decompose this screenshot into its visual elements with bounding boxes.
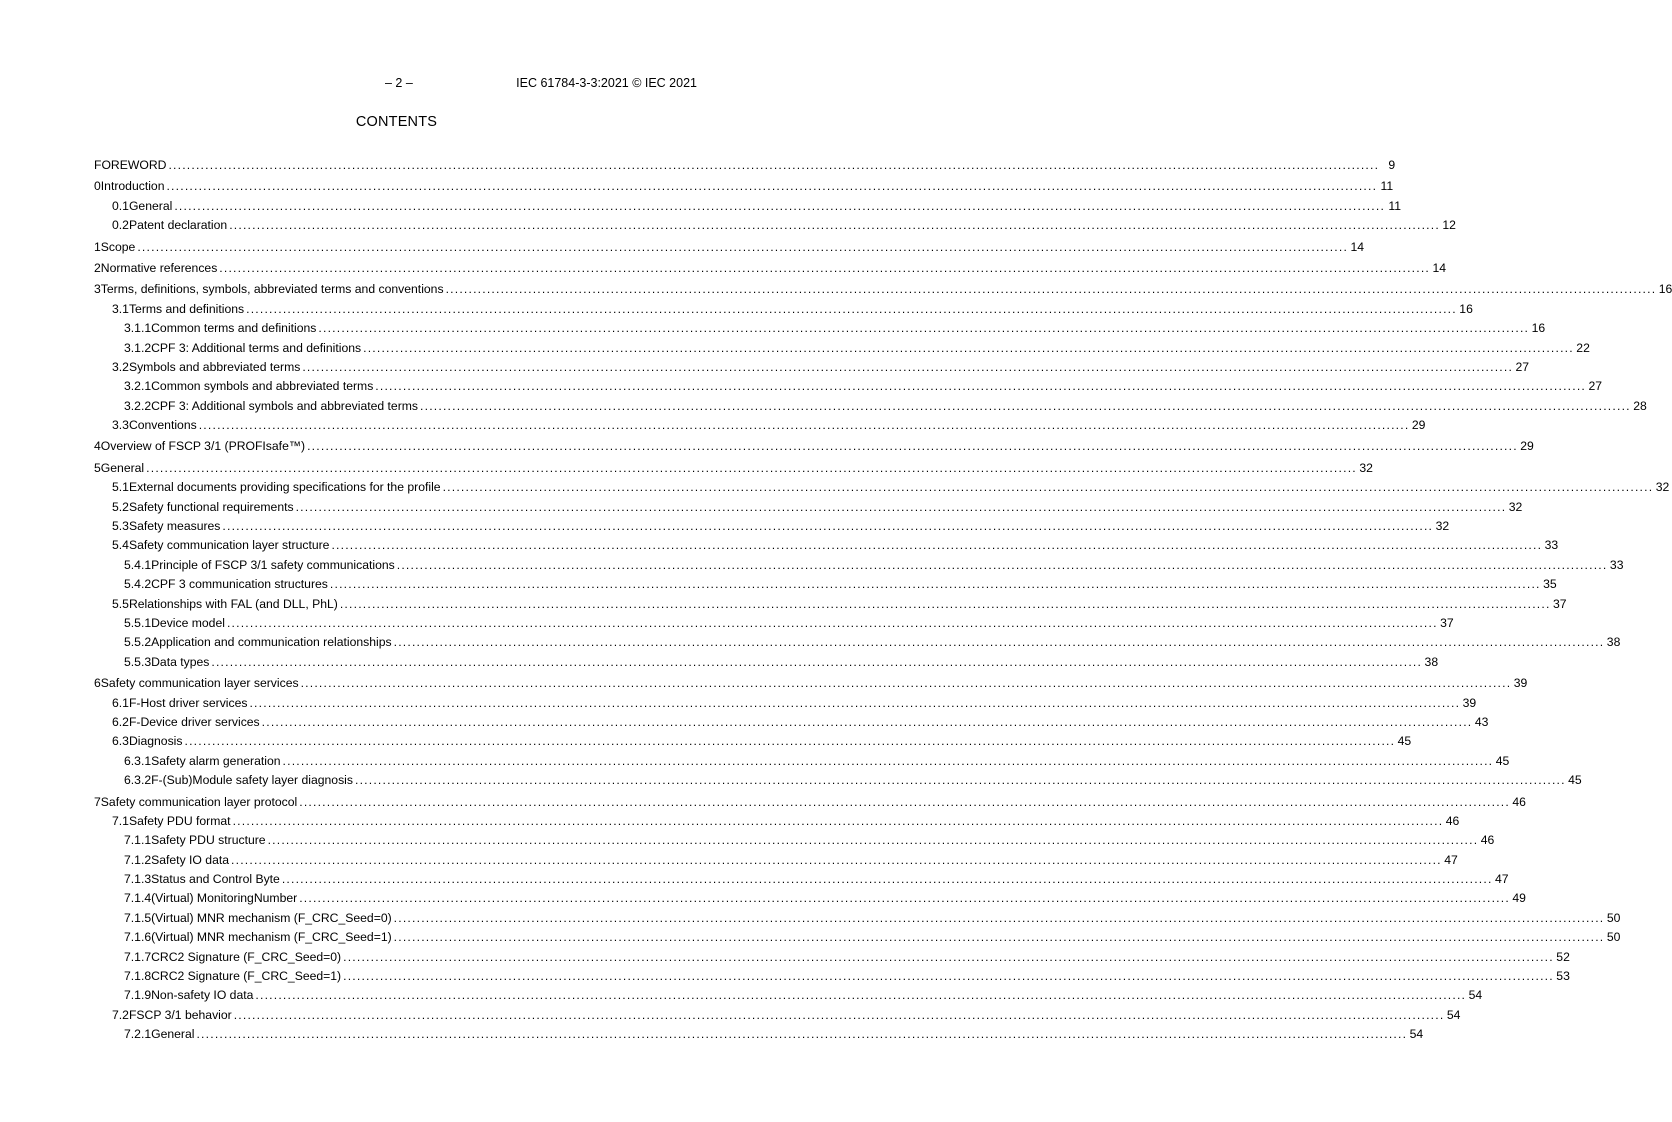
toc-entry-number: 6 [94,676,101,691]
toc-entry-page: 32 [1508,499,1523,514]
toc-entry-page: 33 [1544,538,1559,553]
toc-entry-label: Data types [151,654,210,669]
toc-entry-number: 6.3.2 [124,773,152,788]
dot-leader [397,556,1608,575]
toc-entry-label: Relationships with FAL (and DLL, PhL) [128,596,338,611]
dot-leader [443,478,1654,497]
dot-leader [330,575,1541,594]
toc-entry-label: Safety measures [128,519,221,534]
toc-entry[interactable] [94,216,1456,235]
toc-entry-number: 7.1.9 [124,988,152,1003]
dot-leader [196,1025,1407,1044]
toc-entry-label: Device model [151,615,225,630]
toc-entry-label: Safety PDU structure [151,833,266,848]
dot-leader [375,377,1586,396]
toc-entry-page: 39 [1462,695,1477,710]
toc-entry-label: Application and communication relationships [151,635,392,650]
toc-entry-label: Common terms and definitions [151,321,317,336]
toc-entry-number: 5.5.1 [124,615,152,630]
dot-leader [318,319,1529,338]
toc-entry[interactable] [94,459,1373,478]
toc-entry-number: 7.1.6 [124,930,152,945]
toc-entry[interactable] [94,1006,1461,1025]
toc-entry-page: 54 [1468,988,1483,1003]
dot-leader [394,909,1605,928]
toc-entry[interactable] [94,437,1534,456]
toc-entry-page: 53 [1556,969,1570,984]
toc-entry[interactable] [94,238,1365,257]
toc-entry-label: Safety communication layer protocol [100,794,298,809]
toc-entry-number: 5.4.2 [124,577,152,592]
toc-entry-page: 38 [1424,654,1439,669]
toc-entry[interactable] [94,416,1426,435]
toc-entry-label: Conventions [128,418,197,433]
dot-leader [301,674,1512,693]
dot-leader [233,812,1444,831]
dot-leader [255,986,1466,1005]
toc-entry[interactable] [94,259,1447,278]
toc-entry-number: 5.2 [112,499,129,514]
toc-entry-number: 4 [94,439,101,454]
toc-entry-label: Common symbols and abbreviated terms [151,379,374,394]
dot-leader [420,397,1631,416]
toc-entry-label: Principle of FSCP 3/1 safety communications [151,557,395,572]
toc-entry[interactable] [94,517,1450,536]
dot-leader [343,967,1554,986]
toc-entry-label: Normative references [100,260,218,275]
dot-leader [146,459,1357,478]
toc-entry[interactable] [94,713,1489,732]
toc-entry-number: 5.4.1 [124,557,152,572]
toc-entry-page: 50 [1606,930,1621,945]
dot-leader [343,948,1554,967]
toc-entry-page: 27 [1588,379,1603,394]
toc-entry-number: 3.3 [112,418,129,433]
toc-entry[interactable] [94,948,1570,967]
toc-entry-page: 9 [1388,158,1396,172]
toc-entry-page: 11 [1388,198,1402,213]
dot-leader [184,732,1395,751]
toc-entry-number: 3.1.1 [124,321,152,336]
toc-entry-page: 12 [1442,218,1456,233]
toc-entry[interactable] [94,498,1523,517]
toc-entry-number: 7.1.2 [124,852,152,867]
toc-entry-number: 7.1.8 [124,969,152,984]
toc-entry-number: 6.2 [112,714,129,729]
toc-entry[interactable] [94,633,1621,652]
toc-entry-number: 5.5 [112,596,129,611]
toc-entry[interactable] [94,478,1670,497]
toc-entry-page: 35 [1543,577,1557,592]
toc-entry[interactable] [94,575,1557,594]
dot-leader [219,259,1430,278]
toc-entry-number: 3.2.1 [124,379,152,394]
toc-entry-page: 46 [1512,794,1526,809]
toc-entry-label: Terms and definitions [128,301,245,316]
toc-entry[interactable] [94,156,1396,175]
dot-leader [299,793,1510,812]
table-of-contents [94,156,1672,1045]
toc-entry-page: 16 [1658,282,1672,297]
toc-entry-page: 14 [1432,260,1447,275]
toc-entry-number: 7.1.4 [124,891,152,906]
toc-entry-page: 47 [1444,852,1458,867]
toc-entry-label: General [151,1027,195,1042]
toc-entry-page: 37 [1553,596,1567,611]
dot-leader [246,300,1457,319]
toc-entry-label: General [128,198,173,213]
toc-entry-page: 43 [1474,714,1489,729]
dot-leader [340,595,1551,614]
toc-entry[interactable] [94,536,1559,555]
toc-entry-label: Diagnosis [128,734,183,749]
toc-entry-number: 3.2 [112,359,129,374]
toc-entry-page: 54 [1446,1007,1461,1022]
toc-entry-page: 32 [1655,480,1670,495]
toc-entry-page: 16 [1531,321,1546,336]
toc-entry[interactable] [94,397,1647,416]
dot-leader [137,238,1348,257]
toc-entry-label: Safety IO data [151,852,230,867]
dot-leader [199,416,1410,435]
dot-leader [302,358,1513,377]
toc-entry-number: 7.1.5 [124,910,152,925]
toc-entry[interactable] [94,197,1402,216]
dot-leader [174,197,1385,216]
dot-leader [282,870,1493,889]
toc-entry-page: 47 [1495,872,1509,887]
dot-leader [394,633,1605,652]
toc-entry-number: 5.4 [112,538,129,553]
toc-entry-label: FSCP 3/1 behavior [128,1007,232,1022]
toc-entry-page: 38 [1606,635,1621,650]
page-number: – 2 – [385,76,413,90]
toc-entry-page: 52 [1556,949,1570,964]
toc-entry-number: 7.1.7 [124,949,152,964]
toc-entry-label: Safety alarm generation [151,753,281,768]
toc-entry-number: 6.3.1 [124,753,152,768]
toc-entry-label: Safety communication layer services [100,676,299,691]
toc-entry-page: 28 [1633,398,1647,413]
toc-entry-page: 16 [1459,301,1473,316]
toc-entry-number: 7.1 [112,813,129,828]
toc-entry[interactable] [94,556,1624,575]
toc-entry[interactable] [94,812,1460,831]
toc-entry-page: 32 [1359,460,1373,475]
toc-entry-page: 14 [1350,239,1365,254]
toc-entry-page: 50 [1606,910,1621,925]
toc-entry-page: 49 [1512,891,1526,906]
dot-leader [249,694,1460,713]
toc-entry[interactable] [94,674,1528,693]
toc-entry-page: 54 [1409,1027,1424,1042]
dot-leader [168,156,1379,175]
toc-entry-label: Patent declaration [128,218,228,233]
toc-entry-number: 3.1.2 [124,340,152,355]
toc-entry-number: 3.1 [112,301,129,316]
toc-entry-label: Non-safety IO data [151,988,254,1003]
toc-entry-number: 3 [94,282,101,297]
toc-entry-label: CRC2 Signature (F_CRC_Seed=0) [151,949,342,964]
toc-entry-label: Terms, definitions, symbols, abbreviated terms and conventions [100,282,444,297]
toc-entry-number: 0.2 [112,218,129,233]
toc-entry-label: Safety functional requirements [128,499,294,514]
toc-entry-label: Overview of FSCP 3/1 (PROFIsafe™) [100,439,306,454]
toc-entry-number: 5.5.2 [124,635,152,650]
dot-leader [229,216,1440,235]
toc-entry[interactable] [94,793,1526,812]
toc-entry-label: External documents providing specifications for the profile [128,480,441,495]
dot-leader [446,280,1657,299]
dot-leader [331,536,1542,555]
toc-entry-label: F-Host driver services [128,695,248,710]
toc-entry-label: CPF 3 communication structures [151,577,328,592]
dot-leader [268,831,1479,850]
toc-entry-label: F-(Sub)Module safety layer diagnosis [151,773,353,788]
toc-entry[interactable] [94,928,1621,947]
toc-entry-number: 7.1.3 [124,872,152,887]
toc-entry-page: 32 [1435,519,1450,534]
toc-entry[interactable] [94,986,1483,1005]
toc-entry-page: 46 [1445,813,1460,828]
toc-entry-number: 7.1.1 [124,833,152,848]
toc-entry-label: F-Device driver services [128,714,260,729]
dot-leader [355,771,1566,790]
dot-leader [296,498,1507,517]
dot-leader [211,653,1422,672]
toc-entry[interactable] [94,771,1582,790]
toc-entry-number: 7.2 [112,1007,129,1022]
toc-entry[interactable] [94,851,1458,870]
toc-entry-page: 29 [1411,418,1426,433]
page-header [0,76,793,94]
toc-entry-page: 29 [1520,439,1534,454]
toc-entry[interactable] [94,300,1473,319]
toc-entry[interactable] [94,732,1412,751]
toc-entry-number: 0 [94,179,101,194]
toc-entry-number: 7.2.1 [124,1027,152,1042]
toc-entry-page: 45 [1568,773,1582,788]
page-title: CONTENTS [355,114,438,130]
toc-entry[interactable] [94,614,1454,633]
dot-leader [299,889,1510,908]
toc-entry[interactable] [94,694,1477,713]
toc-entry-number: 5.3 [112,519,129,534]
toc-entry[interactable] [94,653,1439,672]
toc-entry[interactable] [94,870,1509,889]
dot-leader [283,752,1494,771]
toc-entry-page: 22 [1576,340,1590,355]
toc-entry-label: (Virtual) MNR mechanism (F_CRC_Seed=1) [151,930,392,945]
toc-entry-number: 1 [94,239,101,254]
toc-entry-number: 0.1 [112,198,129,213]
toc-entry-label: Introduction [100,179,165,194]
toc-entry[interactable] [94,358,1530,377]
toc-entry[interactable] [94,280,1672,299]
toc-entry[interactable] [94,319,1546,338]
toc-entry-label: Scope [100,239,136,254]
toc-entry-page: 45 [1495,753,1510,768]
toc-entry-number: 5.1 [112,480,129,495]
dot-leader [307,437,1518,456]
toc-entry[interactable] [94,909,1621,928]
toc-entry[interactable] [94,967,1570,986]
document-id: IEC 61784-3-3:2021 © IEC 2021 [516,76,697,90]
toc-entry-number: 7 [94,794,101,809]
toc-entry[interactable] [94,595,1567,614]
toc-entry[interactable] [94,889,1526,908]
dot-leader [262,713,1473,732]
toc-entry-page: 11 [1380,179,1394,194]
toc-entry[interactable] [94,177,1394,196]
dot-leader [363,339,1574,358]
dot-leader [234,1006,1445,1025]
dot-leader [231,851,1442,870]
toc-entry-page: 39 [1513,676,1528,691]
dot-leader [227,614,1438,633]
toc-entry-label: Safety communication layer structure [128,538,330,553]
toc-entry[interactable] [94,377,1603,396]
toc-entry[interactable] [94,339,1590,358]
toc-entry-label: CPF 3: Additional symbols and abbreviated terms [151,398,419,413]
toc-entry-number: 3.2.2 [124,398,152,413]
toc-entry-label: (Virtual) MonitoringNumber [151,891,298,906]
toc-entry-page: 46 [1480,833,1495,848]
toc-entry-page: 45 [1397,734,1412,749]
toc-entry[interactable] [94,752,1510,771]
toc-entry-label: CRC2 Signature (F_CRC_Seed=1) [151,969,342,984]
dot-leader [166,177,1377,196]
toc-entry-number: 5 [94,460,101,475]
toc-entry-label: Symbols and abbreviated terms [128,359,301,374]
toc-entry-label: Safety PDU format [128,813,231,828]
toc-entry-page: 33 [1609,557,1624,572]
toc-entry[interactable] [94,1025,1424,1044]
toc-entry-label: (Virtual) MNR mechanism (F_CRC_Seed=0) [151,910,392,925]
toc-entry-number: 6.1 [112,695,129,710]
toc-entry[interactable] [94,831,1495,850]
dot-leader [222,517,1433,536]
toc-entry-page: 37 [1440,615,1454,630]
toc-entry-label: Status and Control Byte [151,872,280,887]
toc-entry-label: CPF 3: Additional terms and definitions [151,340,362,355]
toc-entry-label: General [100,460,145,475]
toc-entry-label: FOREWORD [94,158,167,172]
toc-entry-number: 2 [94,260,101,275]
toc-entry-number: 5.5.3 [124,654,152,669]
toc-entry-page: 27 [1515,359,1530,374]
toc-entry-number: 6.3 [112,734,129,749]
dot-leader [394,928,1605,947]
